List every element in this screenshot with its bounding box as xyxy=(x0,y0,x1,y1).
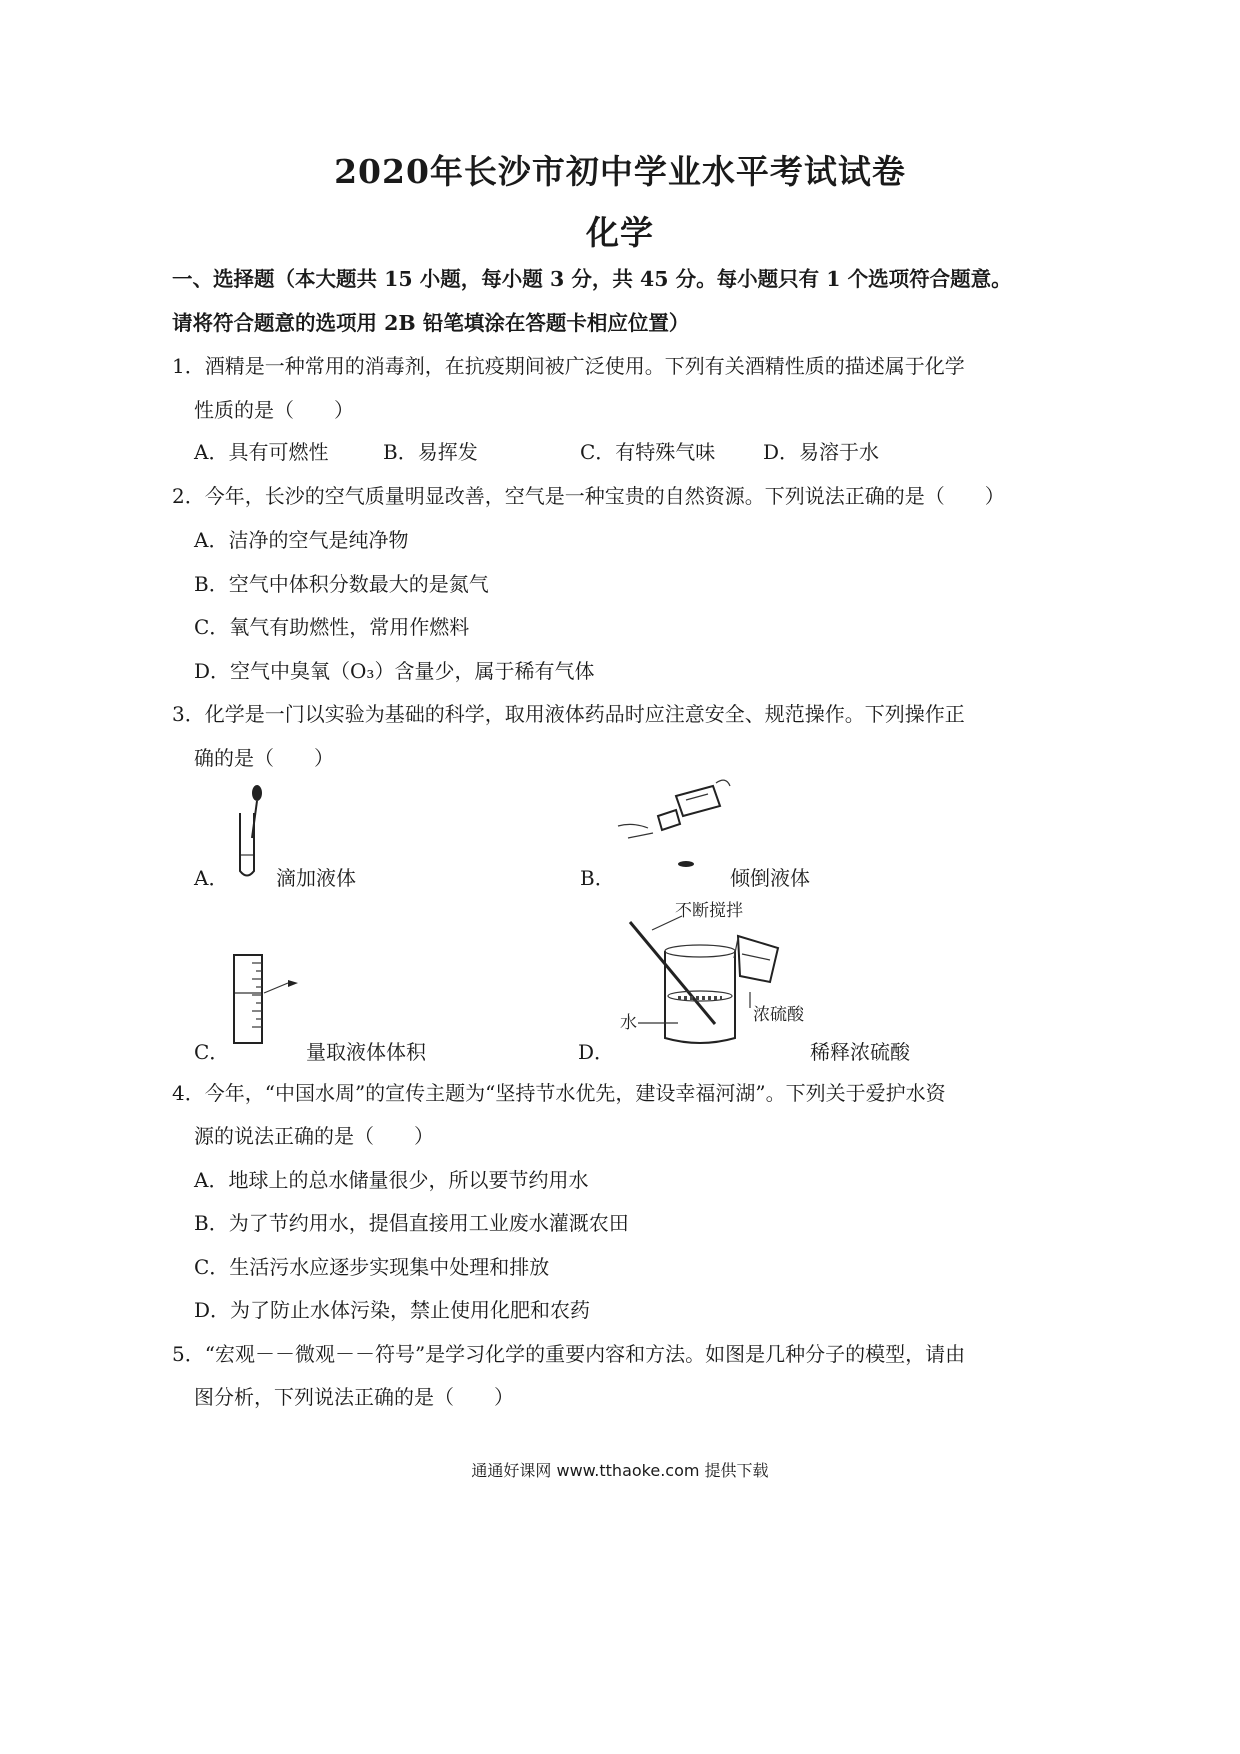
section-heading-line2: 请将符合题意的选项用 2B 铅笔填涂在答题卡相应位置） xyxy=(172,311,690,335)
exam-title: 2020年长沙市初中学业水平考试试卷 xyxy=(334,152,906,191)
question-2-stem: 2．今年，长沙的空气质量明显改善，空气是一种宝贵的自然资源。下列说法正确的是（ ） xyxy=(172,484,1005,508)
question-5-stem: 5．“宏观－－微观－－符号”是学习化学的重要内容和方法。如图是几种分子的模型，请由 xyxy=(172,1342,966,1366)
question-3-option-a-caption: 滴加液体 xyxy=(276,866,356,890)
question-4-stem: 4．今年，“中国水周”的宣传主题为“坚持节水优先，建设幸福河湖”。下列关于爱护水资 xyxy=(172,1081,946,1105)
question-4-option-b: B．为了节约用水，提倡直接用工业废水灌溉农田 xyxy=(194,1211,629,1235)
pouring-liquid-figure xyxy=(608,778,738,873)
stir-label: 不断搅拌 xyxy=(675,901,743,921)
question-3-option-b-letter: B． xyxy=(580,866,615,890)
question-4-option-a: A．地球上的总水储量很少，所以要节约用水 xyxy=(194,1168,589,1192)
question-3-option-d-caption: 稀释浓硫酸 xyxy=(810,1040,910,1064)
question-1-option-b: B．易挥发 xyxy=(383,440,478,464)
dilute-acid-figure xyxy=(610,896,810,1056)
question-1-option-c: C．有特殊气味 xyxy=(580,440,716,464)
question-3-stem: 3．化学是一门以实验为基础的科学，取用液体药品时应注意安全、规范操作。下列操作正 xyxy=(172,702,965,726)
question-4-stem-cont: 源的说法正确的是（ ） xyxy=(194,1124,434,1148)
dropper-test-tube-figure xyxy=(228,783,278,883)
question-4-option-c: C．生活污水应逐步实现集中处理和排放 xyxy=(194,1255,550,1279)
water-label: 水 xyxy=(620,1013,637,1033)
question-2-option-d: D．空气中臭氧（O₃）含量少，属于稀有气体 xyxy=(194,659,595,683)
question-1-option-a: A．具有可燃性 xyxy=(194,440,329,464)
section-heading-line1: 一、选择题（本大题共 15 小题，每小题 3 分，共 45 分。每小题只有 1 个选项符合题意。 xyxy=(172,267,1012,291)
question-4-option-d: D．为了防止水体污染，禁止使用化肥和农药 xyxy=(194,1298,591,1322)
question-1-stem-cont: 性质的是（ ） xyxy=(194,398,354,422)
question-2-option-a: A．洁净的空气是纯净物 xyxy=(194,528,409,552)
footer-download-note: 通通好课网 www.tthaoke.com 提供下载 xyxy=(471,1461,769,1480)
question-1-stem: 1．酒精是一种常用的消毒剂，在抗疫期间被广泛使用。下列有关酒精性质的描述属于化学 xyxy=(172,354,965,378)
question-3-option-b-caption: 倾倒液体 xyxy=(730,866,810,890)
question-5-stem-cont: 图分析，下列说法正确的是（ ） xyxy=(194,1385,514,1409)
acid-label: 浓硫酸 xyxy=(753,1005,804,1025)
question-3-option-c-caption: 量取液体体积 xyxy=(306,1040,426,1064)
question-3-option-d-letter: D． xyxy=(578,1040,615,1064)
subject-title: 化学 xyxy=(586,213,654,252)
question-2-option-c: C．氧气有助燃性，常用作燃料 xyxy=(194,615,470,639)
question-2-option-b: B．空气中体积分数最大的是氮气 xyxy=(194,572,489,596)
graduated-cylinder-figure xyxy=(226,953,306,1048)
question-1-option-d: D．易溶于水 xyxy=(763,440,880,464)
question-3-option-c-letter: C． xyxy=(194,1040,230,1064)
question-3-stem-cont: 确的是（ ） xyxy=(194,746,334,770)
question-3-option-a-letter: A． xyxy=(194,866,229,890)
